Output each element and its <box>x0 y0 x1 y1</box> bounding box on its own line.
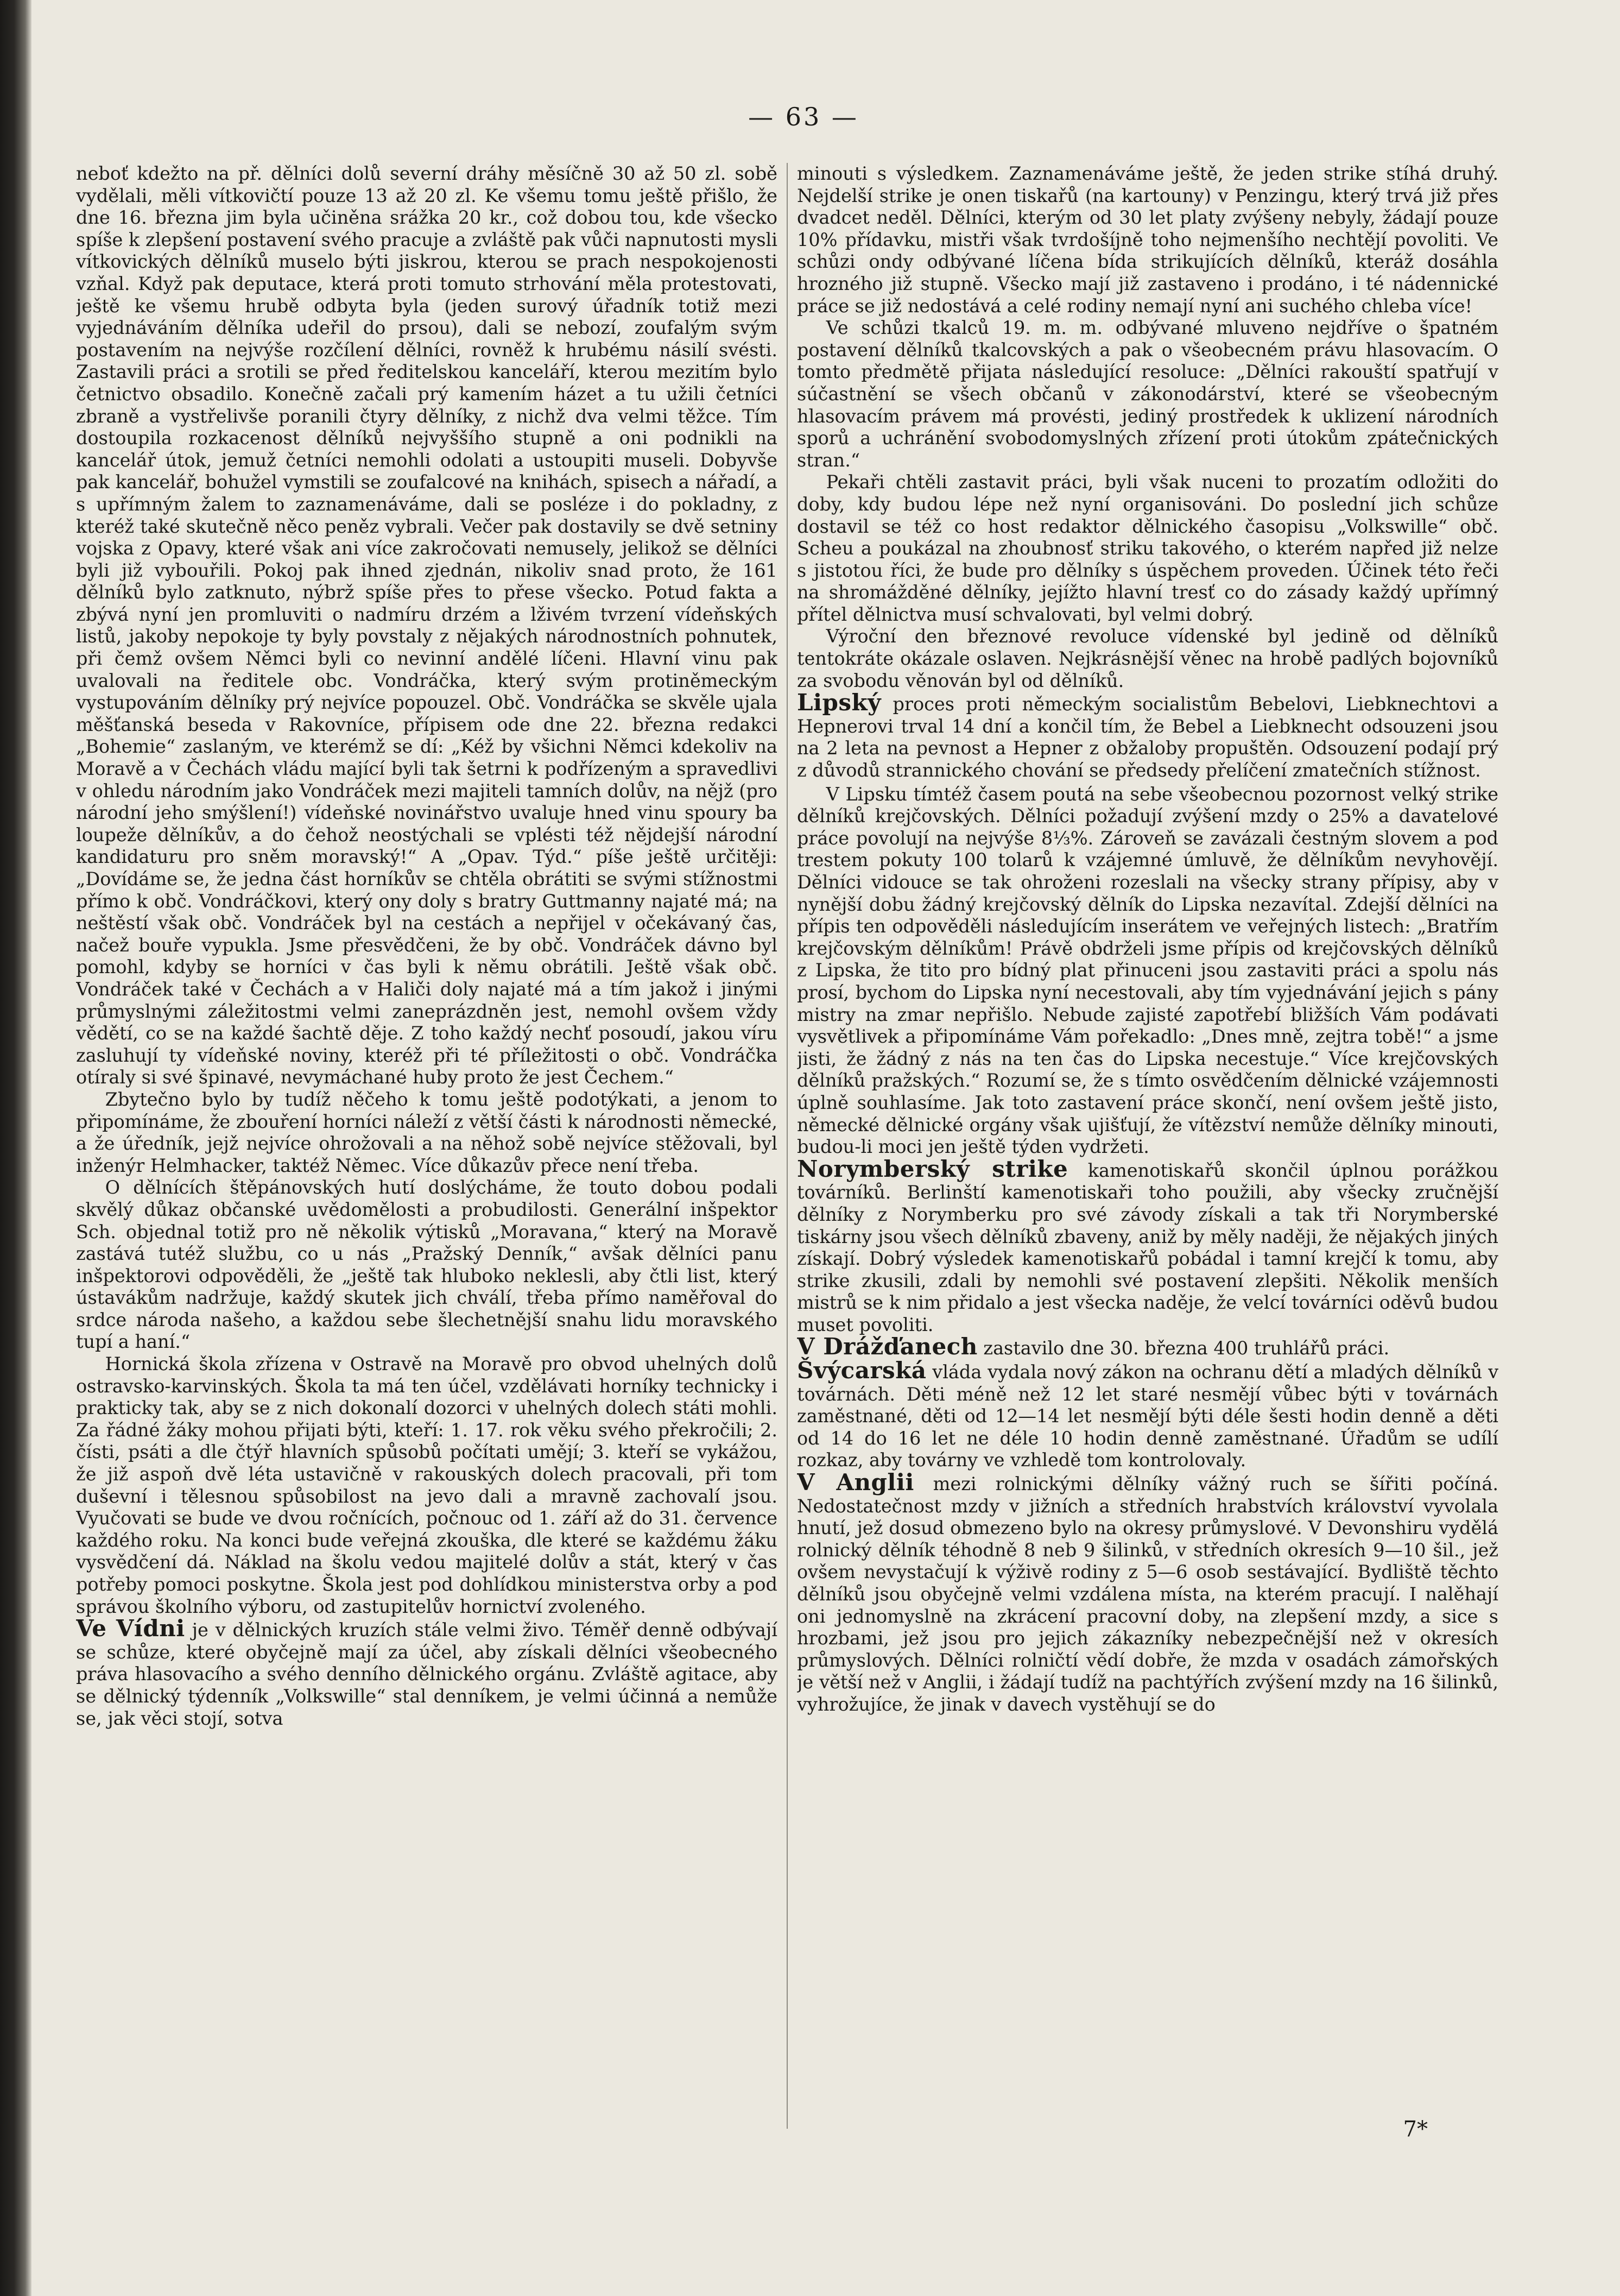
section-lead: Ve Vídni <box>76 1615 185 1642</box>
book-binding-edge <box>0 0 31 2296</box>
right-column <box>797 163 1498 2129</box>
section-lead: V Anglii <box>797 1469 914 1496</box>
article-paragraph: Pekaři chtěli zastavit práci, byli však nuceni to prozatím odložiti do doby, kdy budou lépe než nyní organisováni. Do poslední jich schůze dostavil se též co host redaktor dělnického časopisu „Volkswille“ obč. Scheu a poukázal na zhoubnosť striku takového, o kterém napřed již nelze s jistotou říci, že bude pro dělníky s úspěchem proveden. Účinek této řeči na shromážděné dělníky, jejížto hlavní tresť co do zásady každý upřímný přítel dělnictva musí schvalovati, byl velmi dobrý. <box>797 471 1498 625</box>
article-paragraph: Ve schůzi tkalců 19. m. m. odbývané mluveno nejdříve o špatném postavení dělníků tkalcovských a pak o všeobecném právu hlasovacím. O tomto předmětě přijata následující resoluce: „Dělníci rakouští spatřují v súčastnění se všech občanů v zákonodárství, které se všeobecným hlasovacím právem má provésti, jediný prostředek k uklizení národních sporů a uchránění svobodomyslných zřízení proti útokům zpátečnických stran.“ <box>797 317 1498 471</box>
section-text: vláda vydala nový zákon na ochranu dětí a mladých dělníků v továrnách. Děti méně než 12 let staré nesmějí vůbec býti v továrnách zaměstnané, děti od 12—14 let nesmějí býti déle šesti hodin denně a děti od 14 do 16 let ne déle 10 hodin denně zaměstnané. Úřadům se udílí rozkaz, aby továrny ve vzhledě tom kontrolovaly. <box>797 1361 1498 1471</box>
section-lead: Švýcarská <box>797 1357 927 1384</box>
section-text: kamenotiskařů skončil úplnou porážkou továrníků. Berlinští kamenotiskaři toho použili, aby všecky zručnější dělníky z Norymberku pro své závody získali a tak tři Norymberské tiskárny jsou všech dělníků zbaveny, aniž by měly naději, že nějakých jiných získají. Dobrý výsledek kamenotiskařů pobádal i tamní krejčí k tomu, aby strike zkusili, zdali by nemohli své postavení zlepšiti. Několik menších mistrů se k nim přidalo a jest všecka naděje, že velcí továrníci oděvů budou muset povoliti. <box>797 1159 1498 1335</box>
section-lead: V Drážďanech <box>797 1333 978 1360</box>
section-text: V Lipsku tímtéž časem poutá na sebe všeobecnou pozornost velký strike dělníků krejčovských. Dělníci požadují zvýšení mzdy o 25% a davatelové práce povolují na nejvýše 8⅓%. Zároveň se zavázali čestným slovem a pod trestem pokuty 100 tolarů k vzájemné úmluvě, že dělníkům nevyhovějí. Dělníci vidouce se tak ohroženi rozeslali na všecky strany přípisy, aby v nynější dobu žádný krejčovský dělník do Lipska nezavítal. Zdejší dělníci na přípis ten odpověděli následujícím inserátem ve veřejných listech: „Bratřím krejčovským dělníkům! Právě obdrželi jsme přípis od krejčovských dělníků z Lipska, že tito pro bídný plat přinuceni jsou zastaviti práci a spolu nás prosí, bychom do Lipska nyní necestovali, aby tím vyjednávání jejich s pány mistry na zmar nepřišlo. Nebude zajisté zapotřebí bližších Vám podávati vysvětlivek a připomínáme Vám pořekadlo: „Dnes mně, zejtra tobě!“ a jsme jisti, že žádný z nás na ten čas do Lipska necestuje.“ Více krejčovských dělníků pražských.“ Rozumí se, že s tímto osvědčením dělnické vzájemnosti úplně souhlasíme. Jak toto zastavení práce skončí, není ovšem ještě jisto, německé dělnické orgány však ujišťují, že vítězství nemůže dělníky minouti, budou-li moci jen ještě týden vydržeti. <box>797 783 1498 1158</box>
section-text: je v dělnických kruzích stále velmi živo. Téměř denně odbývají se schůze, které obyčejně mají za účel, aby získali dělníci všeobecného práva hlasovacího a svého denního dělnického orgánu. Zvláště agitace, aby se dělnický týdenník „Volkswille“ stal denníkem, je velmi účinná a nemůže se, jak věci stojí, sotva <box>76 1619 777 1729</box>
news-section <box>797 1333 1498 1360</box>
news-section <box>797 1155 1498 1336</box>
signature-mark: 7* <box>1403 2117 1428 2142</box>
page-number: — 63 — <box>748 102 859 131</box>
section-text: zastavilo dne 30. března 400 truhlářů práci. <box>977 1338 1390 1359</box>
article-paragraph: O dělnících štěpánovských hutí doslýcháme, že touto dobou podali skvělý důkaz občanské uvědomělosti a probudilosti. Generální inšpektor Sch. objednal totiž pro ně několik výtisků „Moravana,“ který na Moravě zastává tutéž službu, co u nás „Pražský Denník,“ avšak dělníci panu inšpektorovi odpověděli, že „ještě tak hluboko neklesli, aby čtli list, který ústavákům nadržuje, každý skutek jich chválí, třeba přímo naměřoval do srdce národa našeho, a každou sebe šlechetnější snahu lidu moravského tupí a haní.“ <box>76 1177 777 1353</box>
news-section <box>797 1469 1498 1716</box>
left-column <box>76 163 777 2129</box>
article-paragraph: neboť kdežto na př. dělníci dolů severní dráhy měsíčně 30 až 50 zl. sobě vydělali, měli vítkovičtí pouze 13 až 20 zl. Ke všemu tomu ještě přišlo, že dne 16. března jim byla učiněna srážka 20 kr., což dobou tou, kde všecko spíše k zlepšení postavení svého pracuje a zvláště pak vůči napnutosti mysli vítkovických dělníků muselo býti jiskrou, kterou se prach nespokojenosti vzňal. Když pak deputace, která proti tomuto strhování měla protestovati, ještě ke všemu hrubě odbyta byla (jeden surový úřadník totiž mezi vyjednáváním dělníka udeřil do prsou), dali se nebozí, zoufalým svým postavením na nejvýše rozčílení dělníci, rovněž k hrubému násilí svésti. Zastavili práci a srotili se před ředitelskou kanceláří, kterou mezitím bylo četnictvo obsadilo. Konečně začali prý kamením házet a tu užili četníci zbraně a vystřelivše poranili čtyry dělníky, z nichž dva velmi těžce. Tím dostoupila rozkacenost dělníků nejvyššího stupně a oni podnikli na kancelář útok, jemuž četníci nemohli odolati a ustoupiti museli. Dobyvše pak kancelář, bohužel vymstili se zoufalcové na knihách, spisech a nářadí, a s upřímným žalem to zaznamenáváme, dali se posléze i do pokladny, z kteréž také skutečně něco peněz vybrali. Večer pak dostavily se dvě setniny vojska z Opavy, které však ani více zakročovati nemusely, jelikož se dělníci byli již vybouřili. Pokoj pak ihned zjednán, nikoliv snad proto, že 161 dělníků bylo zatknuto, nýbrž spíše přes to přese všecko. Potud fakta a zbývá nyní jen promluviti o nadmíru drzém a lživém tvrzení vídeňských listů, jakoby nepokoje ty byly povstaly z nějakých národnostních pohnutek, při čemž ovšem Němci byli co nevinní andělé líčeni. Hlavní vinu pak uvalovali na ředitele obc. Vondráčka, který svým protiněmeckým vystupováním dělníky prý nejvíce popouzel. Obč. Vondráčka se skvěle ujala měšťanská beseda v Rakovníce, přípisem ode dne 22. března redakci „Bohemie“ zaslaným, ve kterémž se dí: „Kéž by všichni Němci kdekoliv na Moravě a v Čechách vládu mající byli tak šetrni k podřízeným a spravedlivi v ohledu národním jako Vondráček mezi majiteli tamních dolův, na nějž (pro národní jeho smýšlení!) vídeňské novinářstvo uvaluje hned vinu spoury ba loupeže dělníkův, a do čehož neostýchali se vplésti též nějdejší národní kandidaturu pro sněm moravský!“ A „Opav. Týd.“ píše ještě určitěji: „Dovídáme se, že jedna část horníkův se chtěla obrátiti se svými stížnostmi přímo k obč. Vondráčkovi, který ony doly s bratry Guttmanny najaté má; na neštěstí však obč. Vondráček byl na cestách a nepřijel v očekávaný čas, načež bouře vypukla. Jsme přesvědčeni, že by obč. Vondráček dávno byl pomohl, kdyby se horníci v čas byli k němu obrátili. Ještě však obč. Vondráček také v Čechách a v Haliči doly najaté má a tím jakož i jinými průmyslnými záležitostmi velmi zaneprázdněn jest, nemohl ovšem vždy vědětí, co se na každé šachtě děje. Z toho každý nechť posoudí, jakou víru zasluhují ty vídeňské noviny, kteréž při té příležitosti o obč. Vondráčka otíraly si své špinavé, nevymáchané huby proto že jest Čechem.“ <box>76 163 777 1088</box>
section-lead: Lipský <box>797 689 882 716</box>
article-paragraph: minouti s výsledkem. Zaznamenáváme ještě, že jeden strike stíhá druhý. Nejdelší strike je onen tiskařů (na kartouny) v Penzingu, který trvá již přes dvadcet neděl. Dělníci, kterým od 30 let platy zvýšeny nebyly, žádají pouze 10% přídavku, mistři však tvrdošíjně toho nejmenšího nechtějí povoliti. Ve schůzi ondy odbývané líčena bída strikujících dělníků, kteráž dosáhla hrozného již stupně. Všecko mají již zastaveno i prodáno, i té nádennické práce se již nedostává a celé rodiny nemají nyní ani suchého chleba více! <box>797 163 1498 317</box>
article-paragraph: Zbytečno bylo by tudíž něčeho k tomu ještě podotýkati, a jenom to připomínáme, že zbouření horníci náleží z větší části k národnosti německé, a že úředník, jejž nejvíce ohrožovali a na něhož sobě nejvíce stěžovali, byl inženýr Helmhacker, taktéž Němec. Více důkazův přece není třeba. <box>76 1088 777 1176</box>
news-section <box>797 1357 1498 1472</box>
column-divider <box>787 163 788 2129</box>
section-text: proces proti německým socialistům Bebelovi, Liebknechtovi a Hepnerovi trval 14 dní a končil tím, že Bebel a Liebknecht odsouzeni jsou na 2 leta na pevnost a Hepner z obžaloby propuštěn. Odsouzení podají prý z důvodů strannického chování se předsedy přelíčení zmatečních stížnost. <box>797 693 1498 781</box>
section-text: mezi rolnickými dělníky vážný ruch se šířiti počíná. Nedostatečnost mzdy v jižních a středních hrabstvích království vyvolala hnutí, jež dosud obmezeno bylo na okresy průmyslové. V Devonshiru vydělá rolnický dělník téhodně 8 neb 9 šilinků, v středních okresích 9—10 šil., jež ovšem nevystačují k výživě rodiny z 5—6 osob sestávající. Bydliště těchto dělníků jsou obyčejně velmi vzdálena místa, na kterém pracují. I nalěhají oni jednomyslně na zkrácení pracovní doby, na zlepšení mzdy, a sice s hrozbami, jež jsou pro jejich zákazníky nebezpečnější než v okresích průmyslových. Dělníci rolničtí vědí dobře, že mzda v osadách zámořských je větší než v Anglii, i žádají tudíž na pachtýřích zvýšení mzdy na 16 šilinků, vyhrožujíce, že jinak v davech vystěhují se do <box>797 1473 1498 1715</box>
article-paragraph: Výroční den březnové revoluce vídenské byl jedině od dělníků tentokráte okázale oslaven. Nejkrásnější věnec na hrobě padlých bojovníků za svobodu věnován byl od dělníků. <box>797 626 1498 691</box>
article-paragraph: Hornická škola zřízena v Ostravě na Moravě pro obvod uhelných dolů ostravsko-karvinských. Škola ta má ten účel, vzdělávati horníky technicky i prakticky tak, aby se z nich dokonalí dozorci v uhelných dolech státi mohli. Za řádné žáky mohou přijati býti, kteří: 1. 17. rok věku svého překročili; 2. čísti, psáti a dle čtýř hlavních spůsobů počítati umějí; 3. kteří se vykážou, že již aspoň dvě léta ustavičně v rakouských dolech pracovali, při tom duševní i tělesnou spůsobilost na jevo dali a mravně zachovalí jsou. Vyučovati se bude ve dvou ročnících, počnouc od 1. září až do 31. července každého roku. Na konci bude veřejná zkouška, dle které se každému žáku vysvědčení dá. Náklad na školu vedou majitelé dolův a stát, který v čas potřeby pomoci poskytne. Škola jest pod dohlídkou ministerstva orby a pod správou školního výboru, od zastupitelův hornictví zvoleného. <box>76 1353 777 1617</box>
section-lead: Norymberský strike <box>797 1155 1068 1182</box>
article-paragraph <box>76 1615 777 1730</box>
news-section <box>797 689 1498 781</box>
news-section <box>797 782 1498 1158</box>
